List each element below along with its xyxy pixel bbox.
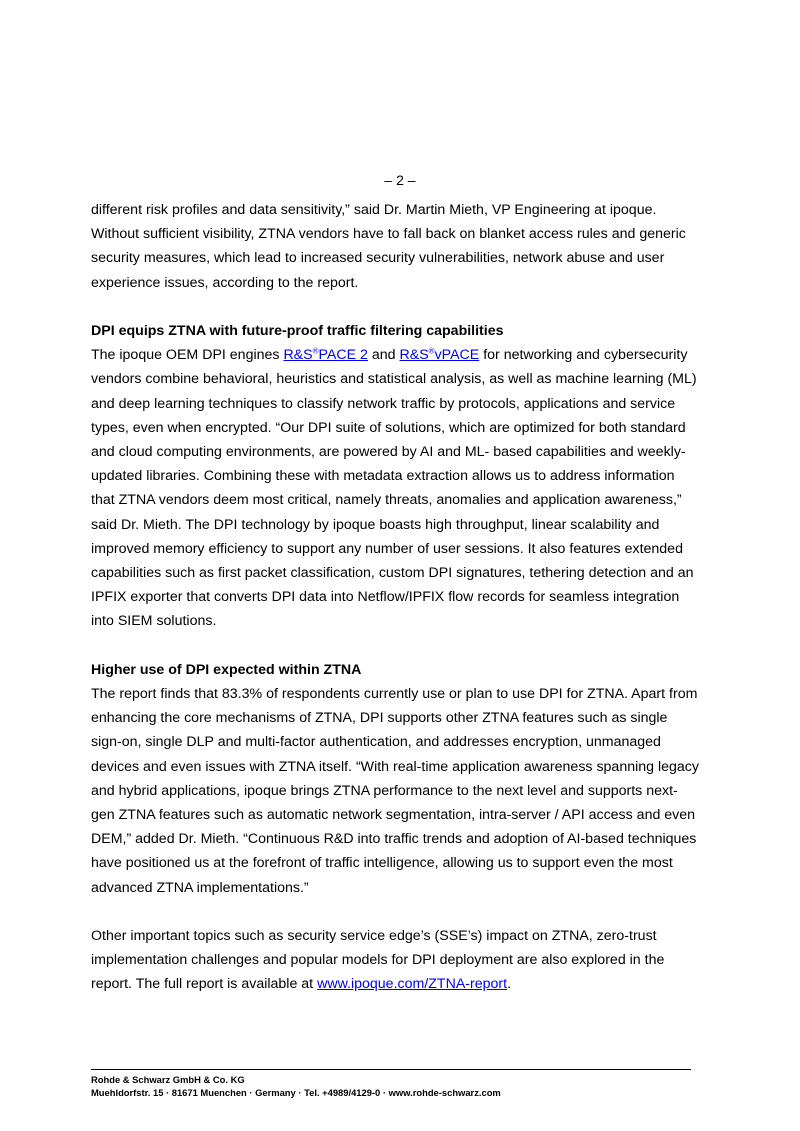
text-segment: Other important topics such as security service edge’s (SSE’s) impact on ZTNA, zero-trust implementation challenges and popular models for DPI deployment are also explored in the report. The full report is available at [91, 928, 665, 993]
footer-company: Rohde & Schwarz GmbH & Co. KG [91, 1074, 245, 1085]
page-footer [91, 1069, 691, 1099]
document-body [91, 198, 701, 997]
page-number: – 2 – [384, 172, 416, 188]
section-heading-dpi-equips: DPI equips ZTNA with future-proof traffic filtering capabilities [91, 323, 504, 339]
text-segment: and [367, 347, 400, 364]
text-segment: . [507, 976, 512, 993]
intro-paragraph: different risk profiles and data sensitivity,” said Dr. Martin Mieth, VP Engineering at ipoque. Without sufficient visibility, ZTNA vendors have to fall back on blanket access rules and generic security measures, which lead to increased security vulnerabilities, network abuse and user experience issues, according to the report. [91, 202, 686, 291]
link-ztna-report[interactable]: www.ipoque.com/ZTNA-report [317, 976, 508, 993]
link-rs-vpace[interactable]: R&S®vPACE [399, 346, 480, 364]
footer-address: Muehldorfstr. 15 · 81671 Muenchen · Germany · Tel. +4989/4129-0 · www.rohde-schwarz.com [91, 1087, 501, 1098]
section-paragraph-dpi-equips [91, 343, 701, 633]
section-heading-higher-use: Higher use of DPI expected within ZTNA [91, 661, 362, 678]
text-segment: The ipoque OEM DPI engines [91, 347, 284, 364]
link-rs-pace2[interactable]: R&S®PACE 2 [283, 346, 368, 364]
section-paragraph-higher-use: The report finds that 83.3% of respondents currently use or plan to use DPI for ZTNA. Apart from enhancing the core mechanisms of ZTNA, DPI supports other ZTNA features such as single sign-on, single DLP and multi-factor authentication, and addresses encryption, unmanaged devices and even issues with ZTNA itself. “With real-time application awareness spanning legacy and hybrid applications, ipoque brings ZTNA performance to the next level and supports next-gen ZTNA features such as automatic network segmentation, intra-server / API access and even DEM,” added Dr. Mieth. “Continuous R&D into traffic trends and adoption of AI-based techniques have positioned us at the forefront of traffic intelligence, allowing us to support even the most advanced ZTNA implementations.” [91, 686, 699, 896]
text-segment: for networking and cybersecurity vendors combine behavioral, heuristics and statistical analysis, as well as machine learning (ML) and deep learning techniques to classify network traffic by protocols, applications and service types, even when encrypted. “Our DPI suite of solutions, which are optimized for both standard and cloud computing environments, are powered by AI and ML- based capabilities and weekly-updated libraries. Combining these with metadata extraction allows us to address information that ZTNA vendors deem most critical, namely threats, anomalies and application awareness,” said Dr. Mieth. The DPI technology by ipoque boasts high throughput, linear scalability and improved memory efficiency to support any number of user sessions. It also features extended capabilities such as first packet classification, custom DPI signatures, tethering detection and an IPFIX exporter that converts DPI data into Netflow/IPFIX flow records for seamless integration into SIEM solutions. [91, 347, 697, 630]
closing-paragraph [91, 924, 701, 997]
